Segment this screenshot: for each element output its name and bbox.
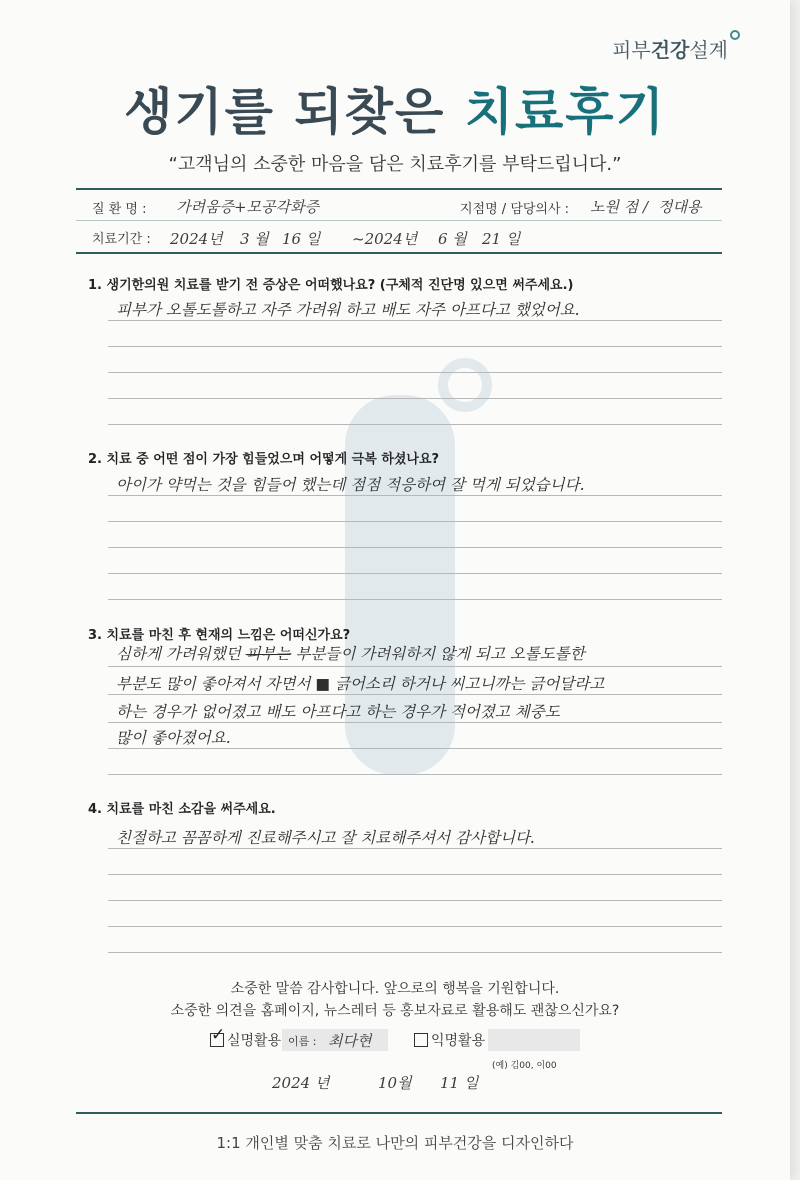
answer-line: [108, 547, 722, 548]
start-month: 3 월: [240, 230, 269, 248]
anonymous-name-field[interactable]: [488, 1029, 580, 1051]
end-day: 21 일: [482, 230, 521, 248]
answer-4-line-1: 친절하고 꼼꼼하게 진료해주시고 잘 치료해주셔서 감사합니다.: [116, 829, 535, 847]
answer-line: [108, 573, 722, 574]
page-subtitle: “고객님의 소중한 마음을 담은 치료후기를 부탁드립니다.”: [168, 154, 622, 175]
answer-line: [108, 495, 722, 496]
answer-3-line-2: 부분도 많이 좋아져서 자면서 ■ 긁어소리 하거나 씨고니까는 긁어달라고: [116, 675, 605, 693]
answer-line: [108, 952, 722, 953]
answer-line: [108, 774, 722, 775]
answer-line: [108, 900, 722, 901]
answer-line: [108, 926, 722, 927]
disease-label: 질 환 명 :: [92, 202, 147, 217]
answer-line: [108, 521, 722, 522]
footer-slogan: 1:1 개인별 맞춤 치료로 나만의 피부건강을 디자인하다: [216, 1134, 574, 1152]
question-4: 4. 치료를 마친 소감을 써주세요.: [88, 802, 276, 817]
header-middle-rule: [76, 220, 722, 221]
answer-line: [108, 372, 722, 373]
question-3: 3. 치료를 마친 후 현재의 느낌은 어떠신가요?: [88, 628, 351, 643]
name-label: 이름 :: [288, 1035, 317, 1048]
answer-line: [108, 848, 722, 849]
question-1: 1. 생기한의원 치료를 받기 전 증상은 어떠했나요? (구체적 진단명 있으면 써주세요.): [88, 278, 574, 293]
period-label: 치료기간 :: [92, 232, 151, 247]
doctor-value: 정대용: [658, 198, 702, 216]
footer-rule: [76, 1112, 722, 1114]
sign-year: 2024 년: [272, 1074, 330, 1092]
answer-line: [108, 424, 722, 425]
answer-line: [108, 320, 722, 321]
struck-word: 피부는: [245, 645, 291, 663]
name-example: (예) 김00, 이00: [492, 1061, 557, 1071]
answer-line: [108, 398, 722, 399]
start-day: 16 일: [282, 230, 321, 248]
brand-dot-icon: [730, 30, 740, 40]
checkbox-checked-icon[interactable]: [210, 1033, 224, 1047]
disease-value: 가려움증+모공각화증: [176, 198, 319, 216]
answer-line: [108, 599, 722, 600]
question-2: 2. 치료 중 어떤 점이 가장 힘들었으며 어떻게 극복 하셨나요?: [88, 452, 440, 467]
answer-line: [108, 748, 722, 749]
name-value: 최다현: [328, 1032, 372, 1050]
answer-line: [108, 694, 722, 695]
sign-month: 10월: [378, 1074, 412, 1092]
answer-3-line-4: 많이 좋아졌어요.: [116, 729, 231, 747]
answer-line: [108, 666, 722, 667]
closing-thanks: 소중한 말씀 감사합니다. 앞으로의 행복을 기원합니다.: [230, 981, 560, 997]
branch-label: 지점명 / 담당의사 :: [460, 202, 570, 217]
answer-line: [108, 874, 722, 875]
branch-value: 노원 점 /: [590, 198, 649, 216]
page-title: 생기를 되찾은 치료후기: [124, 83, 666, 141]
header-bottom-rule: [76, 252, 722, 254]
answer-1-line-1: 피부가 오톨도톨하고 자주 가려워 하고 배도 자주 아프다고 했었어요.: [116, 301, 580, 319]
answer-2-line-1: 아이가 약먹는 것을 힘들어 했는데 점점 적응하여 잘 먹게 되었습니다.: [116, 476, 585, 494]
end-year: ~2024년: [352, 230, 418, 248]
anonymous-option[interactable]: 익명활용: [414, 1030, 485, 1050]
answer-3-line-1: 심하게 가려워했던 피부는 부분들이 가려워하지 않게 되고 오톨도톨한: [116, 645, 585, 663]
header-top-rule: [76, 188, 722, 190]
start-year: 2024년: [170, 230, 223, 248]
answer-3-line-3: 하는 경우가 없어졌고 배도 아프다고 하는 경우가 적어졌고 체중도: [116, 703, 560, 721]
end-month: 6 월: [438, 230, 467, 248]
sign-day: 11 일: [440, 1074, 479, 1092]
closing-consent-question: 소중한 의견을 홈페이지, 뉴스레터 등 홍보자료로 활용해도 괜찮으신가요?: [170, 1003, 620, 1019]
real-name-option[interactable]: ✓실명활용: [210, 1030, 281, 1050]
answer-line: [108, 346, 722, 347]
answer-line: [108, 722, 722, 723]
checkbox-icon[interactable]: [414, 1033, 428, 1047]
brand-logo: 피부건강설계: [612, 34, 728, 63]
